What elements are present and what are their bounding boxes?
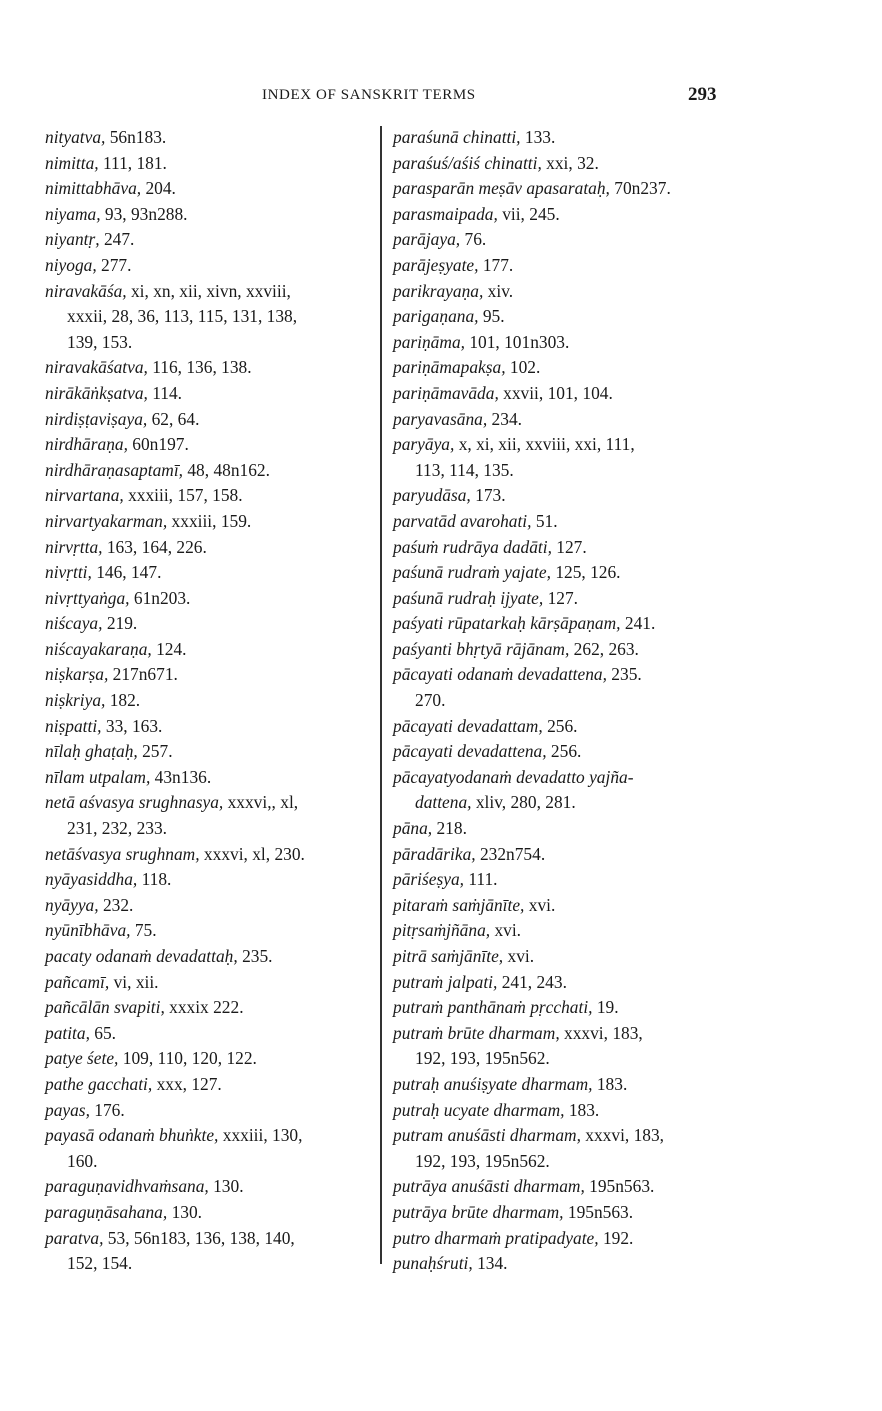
index-term: putraṁ brūte dharmam, <box>393 1022 560 1043</box>
page-references: 182. <box>105 690 141 711</box>
page-references: 277. <box>96 254 132 275</box>
index-entry <box>393 509 833 535</box>
index-entry <box>393 227 833 253</box>
index-term: niścaya, <box>45 613 103 634</box>
page-references: xxxvi, xl, 230. <box>199 843 305 864</box>
page-references: 109, 110, 120, 122. <box>118 1048 257 1069</box>
index-entry <box>45 688 375 714</box>
index-entry-continuation <box>45 330 375 356</box>
index-entry <box>393 381 833 407</box>
index-term: pariṇāma, <box>393 331 465 352</box>
index-term: pācayati odanaṁ devadattena, <box>393 664 607 685</box>
index-term: pitṛsaṁjñāna, <box>393 920 491 941</box>
page-references: 134. <box>472 1253 508 1274</box>
index-term: parasparān meṣāv apasarataḥ, <box>393 178 610 199</box>
index-term: payas, <box>45 1099 90 1120</box>
index-term: niravakāśatva, <box>45 357 148 378</box>
index-entry <box>45 918 375 944</box>
page-references: 152, 154. <box>67 1253 133 1274</box>
page-references: 33, 163. <box>101 715 163 736</box>
index-entry <box>45 842 375 868</box>
page-references: xxxiii, 159. <box>167 510 252 531</box>
index-entry <box>45 151 375 177</box>
index-entry <box>45 970 375 996</box>
index-entry <box>393 893 833 919</box>
index-column-left <box>45 125 375 1277</box>
page-references: 48, 48n162. <box>183 459 270 480</box>
index-entry <box>45 1123 375 1149</box>
page-references: xxxiii, 157, 158. <box>123 485 243 506</box>
index-term: putrāya anuśāsti dharmam, <box>393 1176 585 1197</box>
page-references: 235. <box>606 664 642 685</box>
index-term: pāriśeṣya, <box>393 869 465 890</box>
index-term: paryavasāna, <box>393 408 488 429</box>
page-references: 173. <box>470 485 506 506</box>
page-references: 183. <box>592 1073 628 1094</box>
index-entry <box>45 611 375 637</box>
index-entry <box>393 1021 833 1047</box>
index-entry <box>393 535 833 561</box>
index-term: putraḥ ucyate dharmam, <box>393 1099 565 1120</box>
page-references: 195n563. <box>584 1176 655 1197</box>
page-references: 163, 164, 226. <box>102 536 207 557</box>
index-term: nyūnībhāva, <box>45 920 131 941</box>
index-term: niyama, <box>45 203 101 224</box>
index-entry <box>393 330 833 356</box>
index-term: netā aśvasya srughnasya, <box>45 792 224 813</box>
index-term: niyoga, <box>45 254 97 275</box>
index-entry <box>393 151 833 177</box>
index-term: putrāya brūte dharmam, <box>393 1201 564 1222</box>
index-term: nyāyasiddha, <box>45 869 138 890</box>
index-entry <box>45 176 375 202</box>
index-entry <box>45 458 375 484</box>
page-number: 293 <box>688 84 717 105</box>
index-entry <box>45 1098 375 1124</box>
index-entry <box>45 586 375 612</box>
page-references: 139, 153. <box>67 331 133 352</box>
index-term: nirvartyakarman, <box>45 510 168 531</box>
index-term: niṣkarṣa, <box>45 664 109 685</box>
page-references: 102. <box>505 357 541 378</box>
index-entry-continuation <box>393 1046 833 1072</box>
index-entry <box>393 714 833 740</box>
page-references: 160. <box>67 1150 98 1171</box>
index-entry <box>45 1046 375 1072</box>
index-term: paśunā rudraḥ ijyate, <box>393 587 544 608</box>
index-entry <box>45 1226 375 1252</box>
index-entry-continuation <box>393 1149 833 1175</box>
page-references: 257. <box>137 741 173 762</box>
page-references: 192. <box>598 1227 634 1248</box>
index-term: nivṛtti, <box>45 562 92 583</box>
page-references: 95. <box>478 306 505 327</box>
index-entry <box>393 1123 833 1149</box>
page-references: xxxvi, 183, <box>580 1125 665 1146</box>
page-references: xxvii, 101, 104. <box>498 382 613 403</box>
index-entry <box>45 1200 375 1226</box>
page-references: xi, xn, xii, xivn, xxviii, <box>126 280 291 301</box>
index-term: nirākāṅkṣatva, <box>45 382 148 403</box>
page-references: 231, 232, 233. <box>67 818 167 839</box>
page-references: xxi, 32. <box>541 152 599 173</box>
page-references: 217n671. <box>108 664 178 685</box>
index-entry <box>393 202 833 228</box>
page-references: xxx, 127. <box>152 1073 222 1094</box>
index-entry <box>45 279 375 305</box>
index-entry <box>45 253 375 279</box>
index-entry <box>45 1174 375 1200</box>
index-term: punaḥśruti, <box>393 1253 473 1274</box>
page-references: 114. <box>147 382 183 403</box>
index-term: payasā odanaṁ bhuṅkte, <box>45 1125 219 1146</box>
index-term: parvatād avarohati, <box>393 510 532 531</box>
index-term: niyantṛ, <box>45 229 100 250</box>
index-entry <box>45 739 375 765</box>
index-term: pitrā saṁjānīte, <box>393 946 504 966</box>
index-term: parājeṣyate, <box>393 254 479 275</box>
index-term: paśyanti bhṛtyā rājānam, <box>393 638 570 659</box>
page-references: 101, 101n303. <box>464 331 570 352</box>
index-entry <box>393 125 833 151</box>
index-entry <box>45 509 375 535</box>
page-references: 65. <box>89 1022 117 1043</box>
page-references: 113, 114, 135. <box>415 459 514 480</box>
index-entry <box>393 1226 833 1252</box>
page-references: 93, 93n288. <box>100 203 188 224</box>
index-term: paraśunā chinatti, <box>393 127 521 147</box>
index-entry <box>393 407 833 433</box>
index-entry <box>393 176 833 202</box>
index-term: paryāya, <box>393 434 455 455</box>
page-references: 124. <box>151 638 187 659</box>
index-entry <box>45 765 375 791</box>
index-term: pāna, <box>393 818 433 839</box>
index-term: pañcamī, <box>45 971 110 992</box>
index-term: pāradārika, <box>393 843 476 864</box>
index-term: parasmaipada, <box>393 203 498 224</box>
page-references: xxxiii, 130, <box>218 1125 303 1146</box>
page-references: xxxvi, 183, <box>559 1022 643 1043</box>
index-entry <box>393 432 833 458</box>
page-references: 232n754. <box>475 843 546 864</box>
page-references: 127. <box>551 536 587 557</box>
index-entry <box>393 842 833 868</box>
index-entry <box>393 1200 833 1226</box>
index-term: nimitta, <box>45 152 99 173</box>
page-references: 183. <box>564 1099 600 1120</box>
index-term: nirvartana, <box>45 485 124 506</box>
page-references: 177. <box>478 254 514 275</box>
page-references: 270. <box>415 690 446 711</box>
page-references: xxxvi,, xl, <box>223 792 299 813</box>
index-entry <box>393 1174 833 1200</box>
page-references: 256. <box>546 741 582 762</box>
page-references: 234. <box>487 408 522 429</box>
index-term: nivṛttyaṅga, <box>45 587 130 608</box>
page-references: 43n136. <box>150 766 212 787</box>
page-references: 219. <box>102 613 138 634</box>
index-term: niścayakaraṇa, <box>45 638 152 659</box>
index-term: pathe gacchati, <box>45 1073 153 1094</box>
index-entry <box>393 816 833 842</box>
index-term: pācayati devadattena, <box>393 741 547 762</box>
index-term: nityatva, <box>45 127 106 147</box>
index-term: putro dharmaṁ pratipadyate, <box>393 1227 599 1248</box>
page-references: xvi. <box>524 894 556 915</box>
page-references: 176. <box>89 1099 125 1120</box>
index-term: dattena, <box>415 792 472 813</box>
page-references: 76. <box>460 229 487 250</box>
index-entry <box>393 662 833 688</box>
index-term: paśunā rudraṁ yajate, <box>393 562 551 583</box>
index-entry <box>45 202 375 228</box>
index-term: putraḥ anuśiṣyate dharmam, <box>393 1073 593 1094</box>
page-references: 111. <box>464 869 498 890</box>
index-entry <box>45 714 375 740</box>
page-references: xxxix 222. <box>164 997 244 1018</box>
index-entry-continuation <box>45 1149 375 1175</box>
page-references: 262, 263. <box>569 638 639 659</box>
index-term: niṣkriya, <box>45 690 106 711</box>
page-references: 241. <box>620 613 656 634</box>
index-entry <box>393 304 833 330</box>
index-term: paratva, <box>45 1227 104 1248</box>
index-entry <box>393 586 833 612</box>
page-references: 146, 147. <box>91 562 162 583</box>
index-term: pitaraṁ saṁjānīte, <box>393 894 525 915</box>
page-references: 19. <box>592 997 619 1018</box>
index-entry <box>45 483 375 509</box>
index-entry <box>45 893 375 919</box>
index-term: parājaya, <box>393 229 461 250</box>
index-entry <box>45 1072 375 1098</box>
index-term: pariṇāmavāda, <box>393 382 499 403</box>
page-references: 235. <box>237 946 273 966</box>
index-entry-continuation <box>393 688 833 714</box>
page-references: 232. <box>98 894 134 915</box>
page-references: 70n237. <box>609 178 671 199</box>
page-references: xvi. <box>503 946 535 966</box>
index-entry <box>45 535 375 561</box>
index-entry-continuation <box>393 790 833 816</box>
index-entry <box>45 355 375 381</box>
index-term: niṣpatti, <box>45 715 102 736</box>
index-term: paraśuś/aśiś chinatti, <box>393 152 542 173</box>
page-references: x, xi, xii, xxviii, xxi, 111, <box>454 434 635 455</box>
index-term: nirdhāraṇa, <box>45 434 128 455</box>
index-term: putraṁ jalpati, <box>393 971 498 992</box>
index-entry <box>45 1021 375 1047</box>
index-term: paśyati rūpatarkaḥ kārṣāpaṇam, <box>393 613 621 634</box>
index-entry <box>393 355 833 381</box>
page-references: 192, 193, 195n562. <box>415 1150 550 1171</box>
index-term: netāśvasya srughnam, <box>45 843 200 864</box>
page-references: 127. <box>543 587 579 608</box>
page-references: 56n183. <box>105 127 167 147</box>
column-divider <box>380 126 382 1264</box>
index-term: paryudāsa, <box>393 485 471 506</box>
index-entry <box>393 739 833 765</box>
index-entry <box>393 1098 833 1124</box>
index-entry-continuation <box>45 816 375 842</box>
index-term: pariṇāmapakṣa, <box>393 357 506 378</box>
page-references: 111, 181. <box>98 152 167 173</box>
page-references: 241, 243. <box>497 971 567 992</box>
page-references: vii, 245. <box>497 203 560 224</box>
index-entry <box>45 560 375 586</box>
index-entry <box>45 381 375 407</box>
page-references: 130. <box>208 1176 244 1197</box>
index-entry <box>393 1072 833 1098</box>
page-references: xliv, 280, 281. <box>471 792 576 813</box>
page-references: 75. <box>130 920 157 941</box>
index-entry <box>393 611 833 637</box>
index-entry <box>393 560 833 586</box>
page-references: 133. <box>520 127 556 147</box>
page-references: xvi. <box>490 920 522 941</box>
index-entry <box>45 637 375 663</box>
index-term: pācayati devadattam, <box>393 715 543 736</box>
index-entry <box>393 483 833 509</box>
index-term: nyāyya, <box>45 894 99 915</box>
index-term: pācayatyodanaṁ devadatto yajña- <box>393 766 634 787</box>
index-entry <box>393 1251 833 1277</box>
index-term: pañcālān svapiti, <box>45 997 165 1018</box>
index-term: parikrayaṇa, <box>393 280 484 301</box>
index-entry <box>393 279 833 305</box>
page-references: 204. <box>141 178 176 199</box>
index-term: patye śete, <box>45 1048 119 1069</box>
page-references: 218. <box>432 818 467 839</box>
index-entry <box>393 253 833 279</box>
index-entry <box>45 125 375 151</box>
page-references: 130. <box>167 1201 203 1222</box>
index-entry <box>45 944 375 970</box>
index-entry <box>45 662 375 688</box>
index-entry <box>393 944 833 970</box>
index-entry <box>45 407 375 433</box>
page-references: 195n563. <box>563 1201 634 1222</box>
index-entry <box>393 765 833 791</box>
index-entry <box>45 227 375 253</box>
page-references: 60n197. <box>127 434 189 455</box>
page-references: 62, 64. <box>147 408 200 429</box>
page-references: vi, xii. <box>109 971 159 992</box>
index-term: nirdhāraṇasaptamī, <box>45 459 184 480</box>
page-references: 116, 136, 138. <box>147 357 252 378</box>
index-term: nirdiṣṭaviṣaya, <box>45 408 148 429</box>
index-term: paraguṇavidhvaṁsana, <box>45 1176 209 1197</box>
index-term: nimittabhāva, <box>45 178 142 199</box>
page-references: 192, 193, 195n562. <box>415 1048 550 1069</box>
index-term: pacaty odanaṁ devadattaḥ, <box>45 946 238 966</box>
page-references: 118. <box>137 869 172 890</box>
index-term: putraṁ panthānaṁ pṛcchati, <box>393 997 593 1018</box>
page-references: 247. <box>99 229 135 250</box>
index-entry <box>393 867 833 893</box>
index-term: paraguṇāsahana, <box>45 1201 168 1222</box>
index-entry <box>393 970 833 996</box>
index-term: nīlam utpalam, <box>45 766 151 787</box>
index-term: patita, <box>45 1022 90 1043</box>
page-references: 125, 126. <box>550 562 621 583</box>
index-term: niravakāśa, <box>45 280 127 301</box>
index-entry <box>393 995 833 1021</box>
page-references: 53, 56n183, 136, 138, 140, <box>103 1227 295 1248</box>
index-entry <box>393 637 833 663</box>
index-entry <box>45 867 375 893</box>
index-entry <box>393 918 833 944</box>
index-term: parigaṇana, <box>393 306 479 327</box>
index-term: nirvṛtta, <box>45 536 103 557</box>
page-references: 256. <box>542 715 578 736</box>
page-references: xiv. <box>483 280 514 301</box>
page-references: xxxii, 28, 36, 113, 115, 131, 138, <box>67 306 298 327</box>
running-header: INDEX OF SANSKRIT TERMS <box>262 87 476 103</box>
index-term: putram anuśāsti dharmam, <box>393 1125 581 1146</box>
index-entry <box>45 432 375 458</box>
index-entry <box>45 790 375 816</box>
index-entry-continuation <box>45 304 375 330</box>
index-entry-continuation <box>393 458 833 484</box>
page-references: 51. <box>531 510 558 531</box>
index-entry <box>45 995 375 1021</box>
index-entry-continuation <box>45 1251 375 1277</box>
page-references: 61n203. <box>129 587 191 608</box>
index-column-right <box>393 125 833 1277</box>
index-term: nīlaḥ ghaṭaḥ, <box>45 741 138 762</box>
index-term: paśuṁ rudrāya dadāti, <box>393 536 552 557</box>
